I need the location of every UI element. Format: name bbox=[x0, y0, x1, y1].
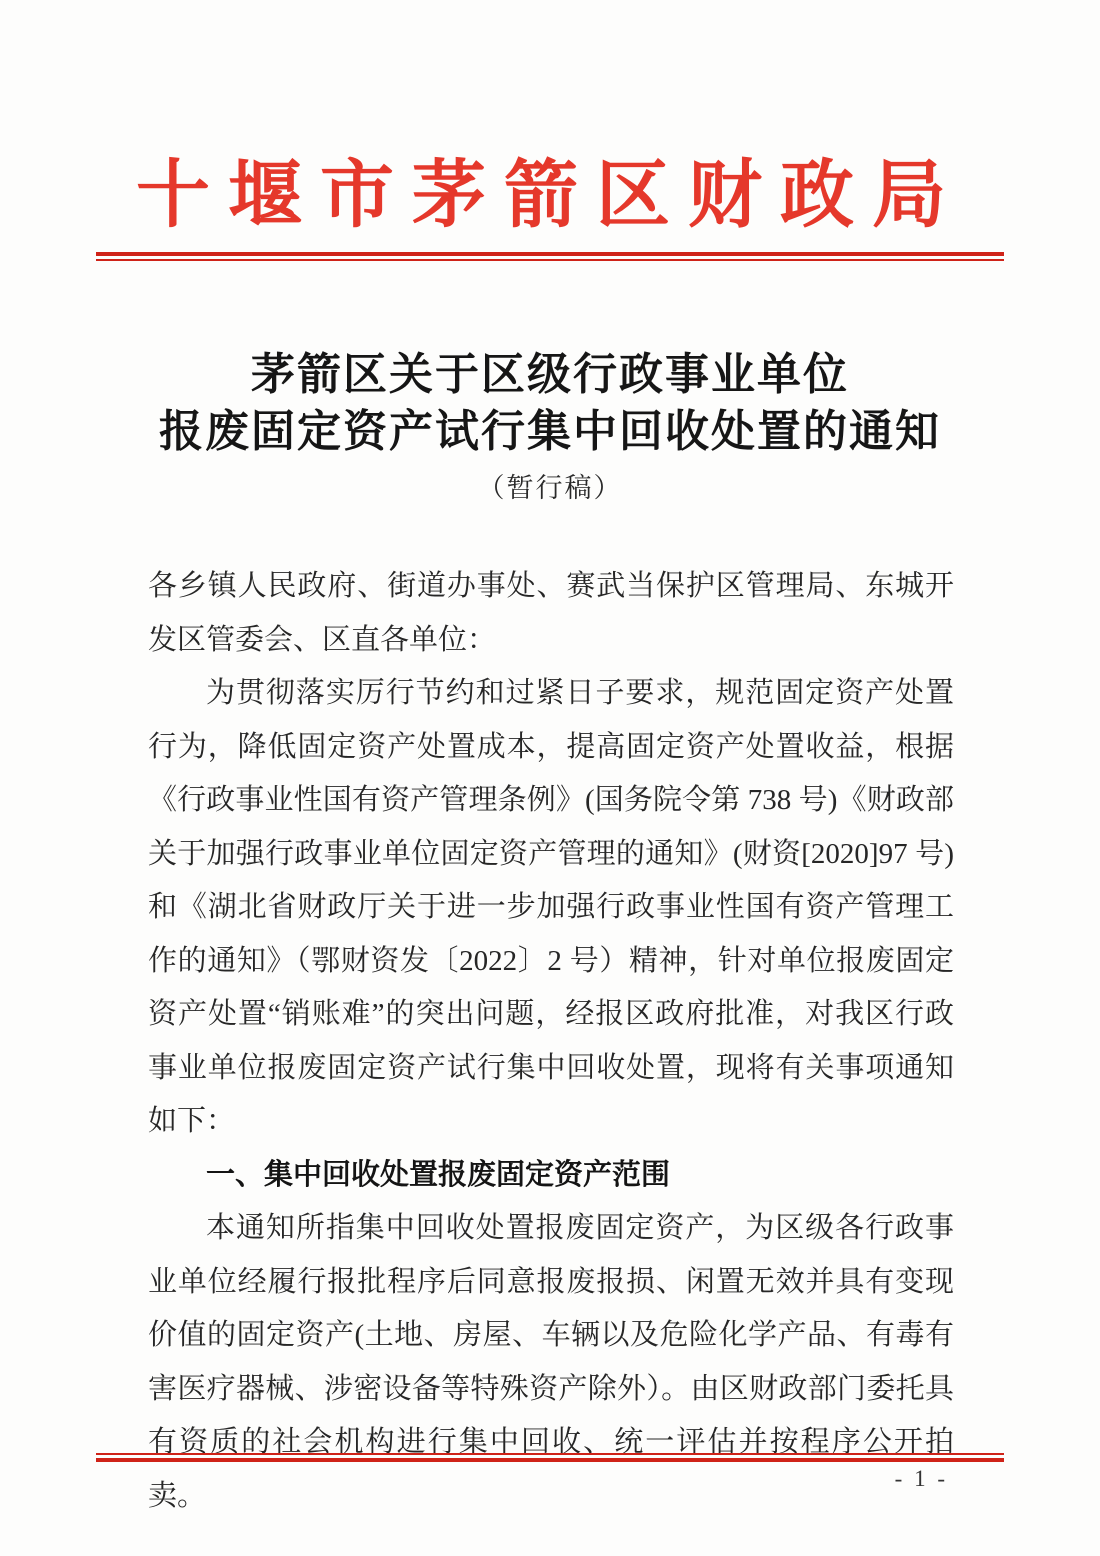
doc-title-line2: 报废固定资产试行集中回收处置的通知 bbox=[159, 407, 941, 456]
paragraph-1: 为贯彻落实厉行节约和过紧日子要求，规范固定资产处置行为，降低固定资产处置成本，提高固定资产处置收益，根据《行政事业性国有资产管理条例》(国务院令第 738 号)《财政部关于加强行政事业单位固定资产管理的通知》(财资[2020]97 号)和《湖北省财政厅关于进一步加强行政事业性国有资产管理工作的通知》（鄂财资发〔2022〕2 号）精神，针对单位报废固定资产处置“销账难”的突出问题，经报区政府批准，对我区行政事业单位报废固定资产试行集中回收处置，现将有关事项通知如下： bbox=[148, 677, 954, 1137]
footer-rule bbox=[96, 1453, 1004, 1462]
paragraph-2: 本通知所指集中回收处置报废固定资产，为区级各行政事业单位经履行报批程序后同意报废报损、闲置无效并具有变现价值的固定资产(土地、房屋、车辆以及危险化学产品、有毒有害医疗器械、涉密设备等特殊资产除外）。由区财政部门委托具有资质的社会机构进行集中回收、统一评估并按程序公开拍卖。 bbox=[148, 1212, 954, 1512]
salutation: 各乡镇人民政府、街道办事处、赛武当保护区管理局、东城开发区管委会、区直各单位： bbox=[148, 570, 954, 656]
page-number: - 1 - bbox=[894, 1466, 948, 1491]
letterhead-title: 十堰市茅箭区财政局 bbox=[136, 155, 964, 237]
section-heading-1: 一、集中回收处置报废固定资产范围 bbox=[206, 1158, 671, 1191]
document-body bbox=[148, 560, 954, 1523]
doc-title bbox=[0, 346, 1100, 460]
doc-subtitle: （暂行稿） bbox=[477, 473, 623, 503]
doc-title-line1: 茅箭区关于区级行政事业单位 bbox=[251, 350, 849, 399]
header-rule bbox=[96, 252, 1004, 261]
